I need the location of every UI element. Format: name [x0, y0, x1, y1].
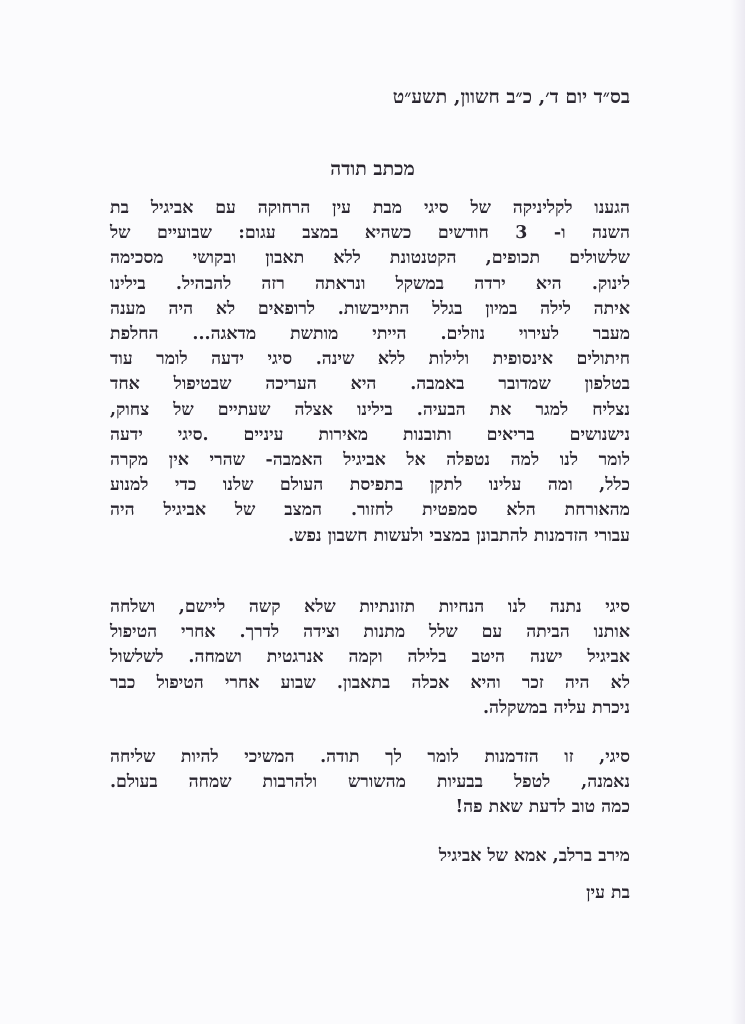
signature-block [110, 844, 630, 906]
paragraph-line: השנה ו- 3 חודשים כשהיא במצב עגום: שבועיים של [110, 223, 630, 244]
paragraph-line: בטלפון שמדובר באמבה. היא העריכה שבטיפול אחד [110, 374, 630, 395]
paragraph-line: נאמנה, לטפל בבעיות מהשורש ולהרבות שמחה בעולם. [110, 772, 630, 793]
paragraph-line: שלשולים תכופים, הקטנטונת ללא תאבון ובקושי מסכימה [110, 248, 630, 269]
paragraph-line: כמה טוב לדעת שאת פה! [455, 797, 630, 818]
paragraph-line: נישנושים בריאים ותובנות מאירות עיניים .סיגי ידעה [110, 424, 630, 445]
paragraph-line: נצליח למגר את הבעיה. בילינו אצלה שעתיים של צחוק, [110, 399, 630, 420]
paragraph-line: לא היה זכר והיא אכלה בתאבון. שבוע אחרי הטיפול כבר [110, 672, 630, 693]
paragraph-3 [110, 745, 630, 821]
paragraph-line: כלל, ומה עלינו לתקן בתפיסת העולם שלנו כדי למנוע [110, 475, 630, 496]
signature-name: מירב ברלב, אמא של אביגיל [438, 846, 630, 866]
paragraph-line: ניכרת עליה במשקלה. [482, 697, 630, 718]
paragraph-line: אביגיל ישנה היטב בלילה וקמה אנרגטית ושמחה. לשלשול [110, 647, 630, 668]
paragraph-1 [110, 196, 630, 549]
paragraph-line: סיגי, זו הזדמנות לומר לך תודה. המשיכי להיות שליחה [110, 747, 630, 767]
letter-date-header: בס״ד יום ד׳, כ״ב חשוון, תשע״ט [392, 86, 630, 108]
paragraph-line: סיגי נתנה לנו הנחיות תזונתיות שלא קשה ליישם, ושלחה [110, 597, 630, 617]
page-edge-shadow [731, 0, 745, 1024]
letter-title: מכתב תודה [330, 158, 415, 180]
signature-location: בת עין [586, 883, 630, 904]
paragraph-line: איתה לילה במיון בגלל התייבשות. לרופאים לא היה מענה [110, 298, 630, 319]
paragraph-2 [110, 595, 630, 721]
paragraph-line: הגענו לקליניקה של סיגי מבת עין הרחוקה עם אביגיל בת [110, 198, 630, 218]
paragraph-line: אותנו הביתה עם שלל מתנות וצידה לדרך. אחרי הטיפול [110, 622, 630, 643]
paragraph-line: לינוק. היא ירדה במשקל ונראתה רזה להבהיל. בילינו [110, 273, 630, 294]
paragraph-line: מהאורחת הלא סמפטית לחזור. המצב של אביגיל היה [110, 500, 630, 521]
paragraph-line: לומר לנו למה נטפלה אל אביגיל האמבה- שהרי אין מקרה [110, 450, 630, 471]
paragraph-line: חיתולים אינסופית ולילות ללא שינה. סיגי ידעה לומר עוד [110, 349, 630, 370]
paragraph-line: מעבר לעירוי נוזלים. הייתי מותשת מדאגה... החלפת [110, 324, 630, 345]
paragraph-line: עבורי הזדמנות להתבונן במצבי ולעשות חשבון נפש. [288, 525, 630, 546]
